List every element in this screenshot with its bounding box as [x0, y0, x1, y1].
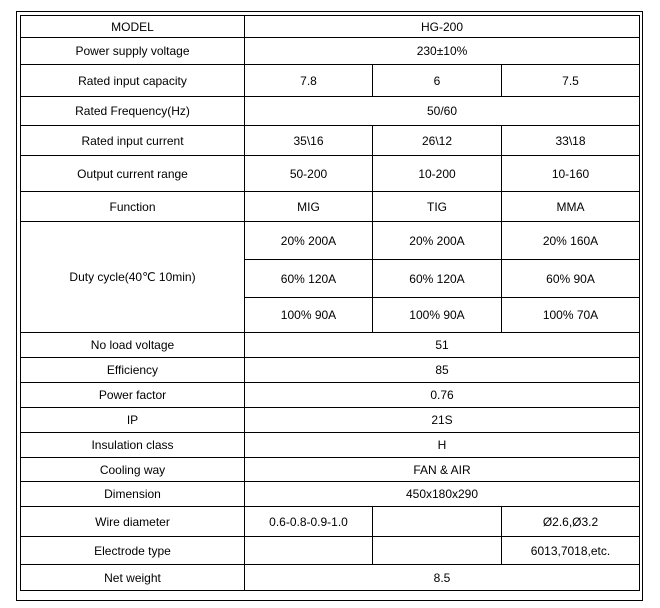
- value-wire-diameter-mig: 0.6-0.8-0.9-1.0: [245, 507, 373, 537]
- value-model: HG-200: [245, 16, 640, 38]
- value-output-current-range-mma: 10-160: [502, 156, 640, 192]
- value-function-mig: MIG: [245, 192, 373, 222]
- value-rated-input-capacity-tig: 6: [373, 65, 502, 97]
- value-efficiency: 85: [245, 358, 640, 383]
- label-no-load-voltage: No load voltage: [21, 333, 245, 358]
- row-wire-diameter: [21, 507, 640, 537]
- row-no-load-voltage: [21, 333, 640, 358]
- value-electrode-type-mig: [245, 537, 373, 565]
- value-function-mma: MMA: [502, 192, 640, 222]
- value-ip: 21S: [245, 408, 640, 433]
- label-power-supply-voltage: Power supply voltage: [21, 38, 245, 65]
- row-rated-input-current: [21, 126, 640, 156]
- value-duty-cycle-3-tig: 100% 90A: [373, 298, 502, 333]
- value-rated-frequency: 50/60: [245, 97, 640, 126]
- label-model: MODEL: [21, 16, 245, 38]
- value-wire-diameter-mma: Ø2.6,Ø3.2: [502, 507, 640, 537]
- label-rated-input-current: Rated input current: [21, 126, 245, 156]
- value-duty-cycle-2-mma: 60% 90A: [502, 260, 640, 298]
- row-output-current-range: [21, 156, 640, 192]
- label-power-factor: Power factor: [21, 383, 245, 408]
- value-duty-cycle-1-mma: 20% 160A: [502, 222, 640, 260]
- value-output-current-range-tig: 10-200: [373, 156, 502, 192]
- value-rated-input-current-mig: 35\16: [245, 126, 373, 156]
- label-efficiency: Efficiency: [21, 358, 245, 383]
- value-duty-cycle-1-tig: 20% 200A: [373, 222, 502, 260]
- row-efficiency: [21, 358, 640, 383]
- value-duty-cycle-2-tig: 60% 120A: [373, 260, 502, 298]
- value-no-load-voltage: 51: [245, 333, 640, 358]
- label-function: Function: [21, 192, 245, 222]
- value-rated-input-current-mma: 33\18: [502, 126, 640, 156]
- row-duty-cycle-1: [21, 222, 640, 260]
- value-insulation-class: H: [245, 433, 640, 458]
- label-rated-frequency: Rated Frequency(Hz): [21, 97, 245, 126]
- spec-table-frame: [16, 11, 643, 601]
- label-output-current-range: Output current range: [21, 156, 245, 192]
- row-ip: [21, 408, 640, 433]
- label-duty-cycle: Duty cycle(40℃ 10min): [21, 222, 245, 333]
- label-rated-input-capacity: Rated input capacity: [21, 65, 245, 97]
- value-duty-cycle-2-mig: 60% 120A: [245, 260, 373, 298]
- row-function: [21, 192, 640, 222]
- value-rated-input-capacity-mma: 7.5: [502, 65, 640, 97]
- value-cooling-way: FAN & AIR: [245, 458, 640, 482]
- spec-table: [20, 15, 640, 591]
- label-electrode-type: Electrode type: [21, 537, 245, 565]
- label-insulation-class: Insulation class: [21, 433, 245, 458]
- row-cooling-way: [21, 458, 640, 482]
- value-rated-input-current-tig: 26\12: [373, 126, 502, 156]
- value-power-factor: 0.76: [245, 383, 640, 408]
- value-rated-input-capacity-mig: 7.8: [245, 65, 373, 97]
- label-wire-diameter: Wire diameter: [21, 507, 245, 537]
- value-net-weight: 8.5: [245, 565, 640, 591]
- row-power-factor: [21, 383, 640, 408]
- value-power-supply-voltage: 230±10%: [245, 38, 640, 65]
- value-electrode-type-mma: 6013,7018,etc.: [502, 537, 640, 565]
- value-output-current-range-mig: 50-200: [245, 156, 373, 192]
- label-cooling-way: Cooling way: [21, 458, 245, 482]
- value-duty-cycle-3-mma: 100% 70A: [502, 298, 640, 333]
- value-electrode-type-tig: [373, 537, 502, 565]
- label-dimension: Dimension: [21, 482, 245, 507]
- value-function-tig: TIG: [373, 192, 502, 222]
- row-dimension: [21, 482, 640, 507]
- row-insulation-class: [21, 433, 640, 458]
- value-duty-cycle-3-mig: 100% 90A: [245, 298, 373, 333]
- row-electrode-type: [21, 537, 640, 565]
- value-dimension: 450x180x290: [245, 482, 640, 507]
- row-net-weight: [21, 565, 640, 591]
- label-net-weight: Net weight: [21, 565, 245, 591]
- row-model: [21, 16, 640, 38]
- value-duty-cycle-1-mig: 20% 200A: [245, 222, 373, 260]
- row-rated-frequency: [21, 97, 640, 126]
- label-ip: IP: [21, 408, 245, 433]
- row-rated-input-capacity: [21, 65, 640, 97]
- row-power-supply-voltage: [21, 38, 640, 65]
- value-wire-diameter-tig: [373, 507, 502, 537]
